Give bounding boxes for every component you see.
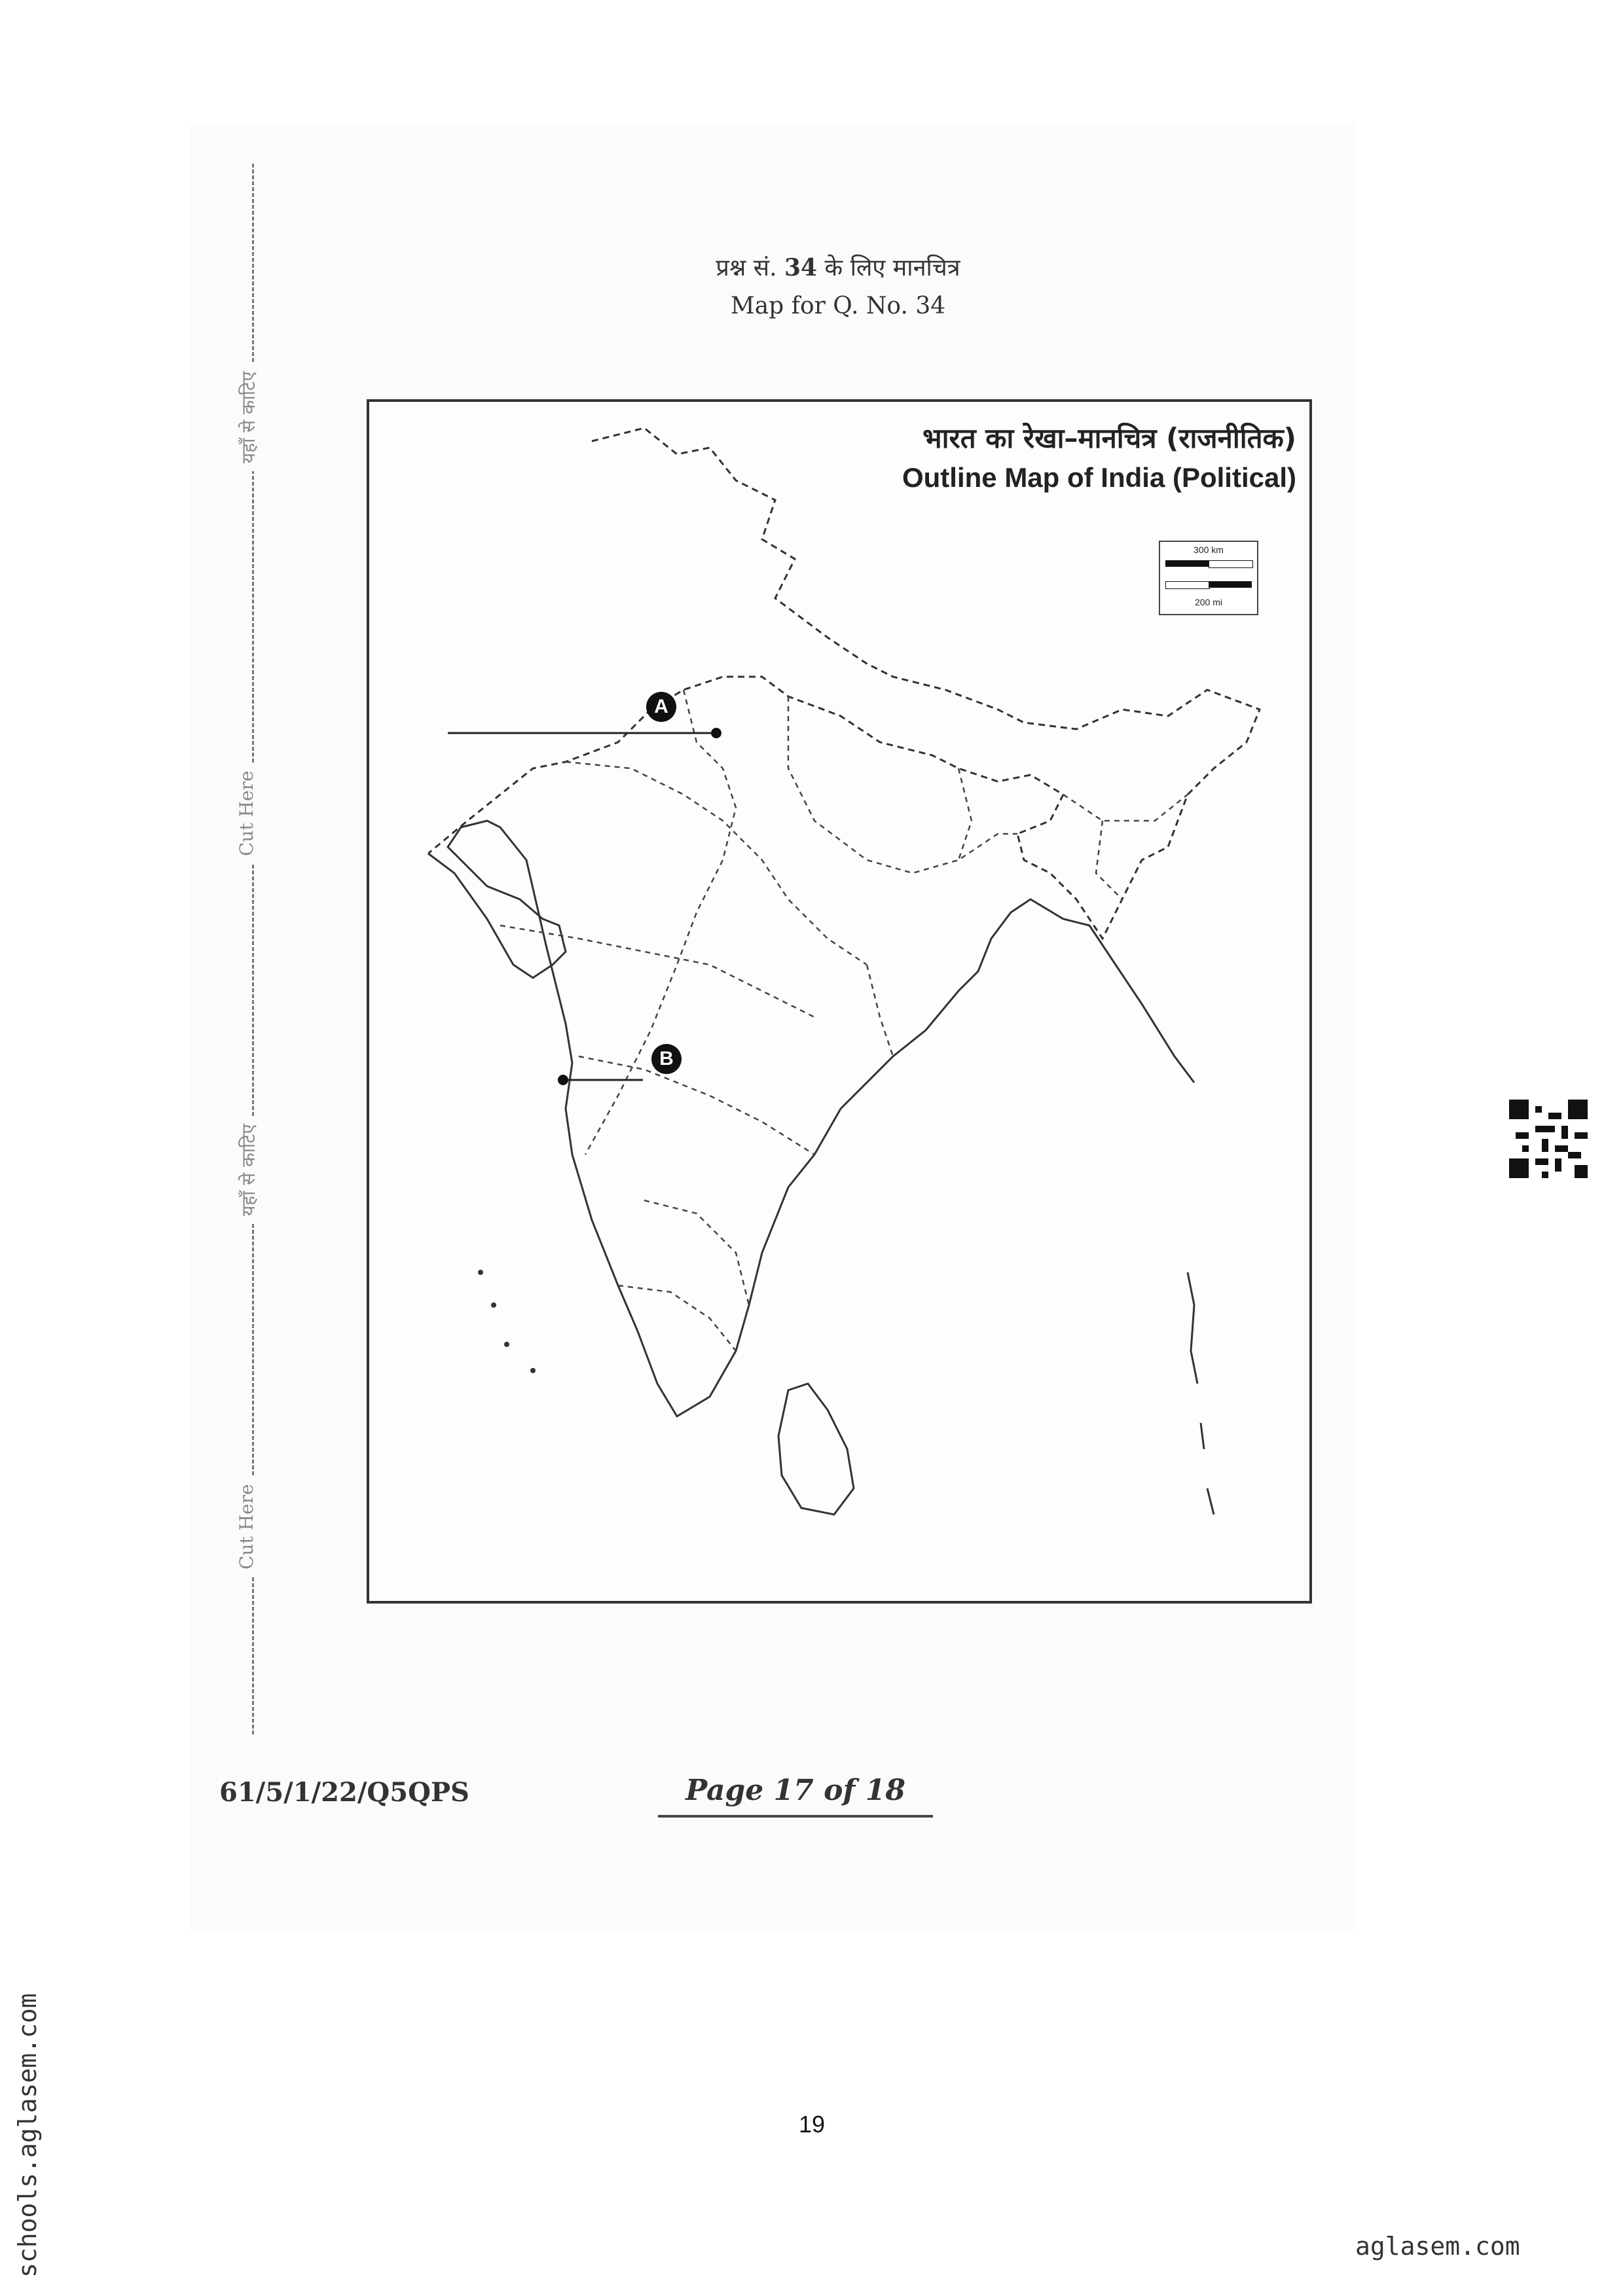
lakshadweep-islands: [478, 1270, 536, 1373]
header-hindi-prefix: प्रश्न सं.: [716, 255, 777, 281]
paper-code: 61/5/1/22/Q5QPS: [219, 1777, 469, 1808]
header-hindi-suffix: के लिए मानचित्र: [824, 255, 960, 281]
watermark-left: schools.aglasem.com: [13, 1993, 42, 2278]
question-header: [629, 249, 1048, 325]
header-english: Map for Q. No. 34: [730, 293, 946, 319]
cut-label-english-1: Cut Here: [236, 762, 257, 864]
scale-mi-label: 200 mi: [1194, 597, 1223, 607]
watermark-right: aglasem.com: [1355, 2232, 1520, 2261]
scale-km-label: 300 km: [1194, 545, 1224, 555]
scale-bar-mi-light: [1165, 581, 1210, 589]
page-number: 19: [798, 2111, 826, 2138]
cut-label-english-2: Cut Here: [236, 1476, 257, 1577]
sri-lanka: [778, 1384, 854, 1515]
land-border: [428, 428, 1260, 939]
scale-bar-km-light: [1209, 560, 1253, 568]
scale-bar-km-dark: [1165, 560, 1209, 567]
state-borders: [500, 690, 1188, 1351]
marker-b-point: [558, 1075, 568, 1085]
marker-a-label: A: [646, 692, 676, 722]
map-title-english: Outline Map of India (Political): [902, 462, 1296, 493]
qr-code-icon: [1509, 1100, 1588, 1178]
cut-label-hindi-1: यहाँ से काटिए: [236, 363, 261, 471]
marker-a-point: [711, 728, 721, 738]
marker-b-label: B: [651, 1044, 682, 1074]
map-title-hindi: भारत का रेखा–मानचित्र (राजनीतिक): [922, 422, 1296, 454]
scale-bar: [1159, 541, 1258, 615]
page-indicator: Page 17 of 18: [658, 1774, 933, 1818]
header-question-number: 34: [784, 254, 818, 281]
scale-bar-mi-dark: [1209, 581, 1252, 588]
header-hindi: [629, 249, 1048, 287]
andaman-nicobar-islands: [1188, 1272, 1214, 1515]
cut-label-hindi-2: यहाँ से काटिए: [236, 1116, 261, 1224]
coastline: [428, 821, 1194, 1416]
